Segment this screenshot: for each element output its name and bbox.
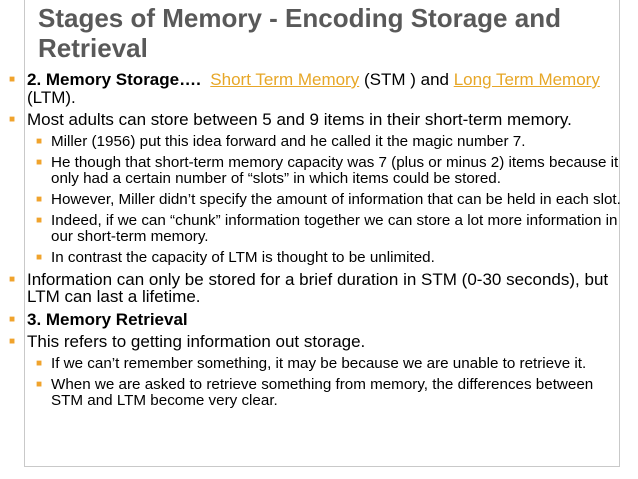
sub-bullet-ltm-capacity xyxy=(6,250,626,266)
bullet-text: He though that short-term memory capacity was 7 (plus or minus 2) items because it only had a certain number of “slots” in which items could be stored. xyxy=(51,153,619,187)
memory-retrieval-heading: 3. Memory Retrieval xyxy=(27,309,188,329)
square-bullet-icon: ■ xyxy=(36,378,43,390)
bullet-text: Information can only be stored for a brief duration in STM (0-30 seconds), but LTM can last a lifetime. xyxy=(27,269,609,306)
square-bullet-icon: ■ xyxy=(9,114,16,125)
square-bullet-icon: ■ xyxy=(36,357,43,369)
square-bullet-icon: ■ xyxy=(36,251,43,263)
square-bullet-icon: ■ xyxy=(36,193,43,205)
sub-bullet-miller xyxy=(6,134,626,150)
bullet-text: If we can’t remember something, it may be because we are unable to retrieve it. xyxy=(51,354,587,372)
bullet-memory-storage xyxy=(6,71,626,106)
sub-bullet-slots xyxy=(6,155,626,187)
slide-title: Stages of Memory - Encoding Storage and Retrieval xyxy=(38,3,561,63)
memory-storage-heading: 2. Memory Storage…. xyxy=(27,70,201,89)
slide-content xyxy=(6,71,626,414)
bullet-text: When we are asked to retrieve something from memory, the differences between STM and LTM become very clear. xyxy=(51,375,594,409)
bullet-text: This refers to getting information out storage. xyxy=(27,332,366,351)
sub-bullet-unable-retrieve xyxy=(6,356,626,372)
sub-bullet-stm-ltm-difference xyxy=(6,377,626,409)
square-bullet-icon: ■ xyxy=(36,214,43,226)
sub-bullet-slot-amount xyxy=(6,192,626,208)
bullet-duration xyxy=(6,271,626,306)
square-bullet-icon: ■ xyxy=(9,74,16,85)
bullet-text: Indeed, if we can “chunk” information together we can store a lot more information in our short-term memory. xyxy=(51,211,618,245)
bullet-text: However, Miller didn’t specify the amount of information that can be held in each slot. xyxy=(51,190,621,208)
bullet-capacity xyxy=(6,111,626,129)
sub-bullet-chunk xyxy=(6,213,626,245)
bullet-text: In contrast the capacity of LTM is thought to be unlimited. xyxy=(51,248,435,266)
square-bullet-icon: ■ xyxy=(9,273,16,285)
square-bullet-icon: ■ xyxy=(36,156,43,168)
square-bullet-icon: ■ xyxy=(9,336,16,347)
square-bullet-icon: ■ xyxy=(9,313,16,325)
bullet-retrieval-definition xyxy=(6,333,626,351)
bullet-text: Miller (1956) put this idea forward and he called it the magic number 7. xyxy=(51,132,526,150)
short-term-memory-link[interactable]: Short Term Memory xyxy=(210,70,360,89)
long-term-memory-link[interactable]: Long Term Memory xyxy=(453,70,600,89)
stm-and-text: (STM ) and xyxy=(359,70,454,89)
bullet-memory-retrieval xyxy=(6,311,626,329)
ltm-text: (LTM). xyxy=(27,87,76,107)
bullet-text: Most adults can store between 5 and 9 items in their short-term memory. xyxy=(27,110,572,129)
square-bullet-icon: ■ xyxy=(36,135,43,147)
